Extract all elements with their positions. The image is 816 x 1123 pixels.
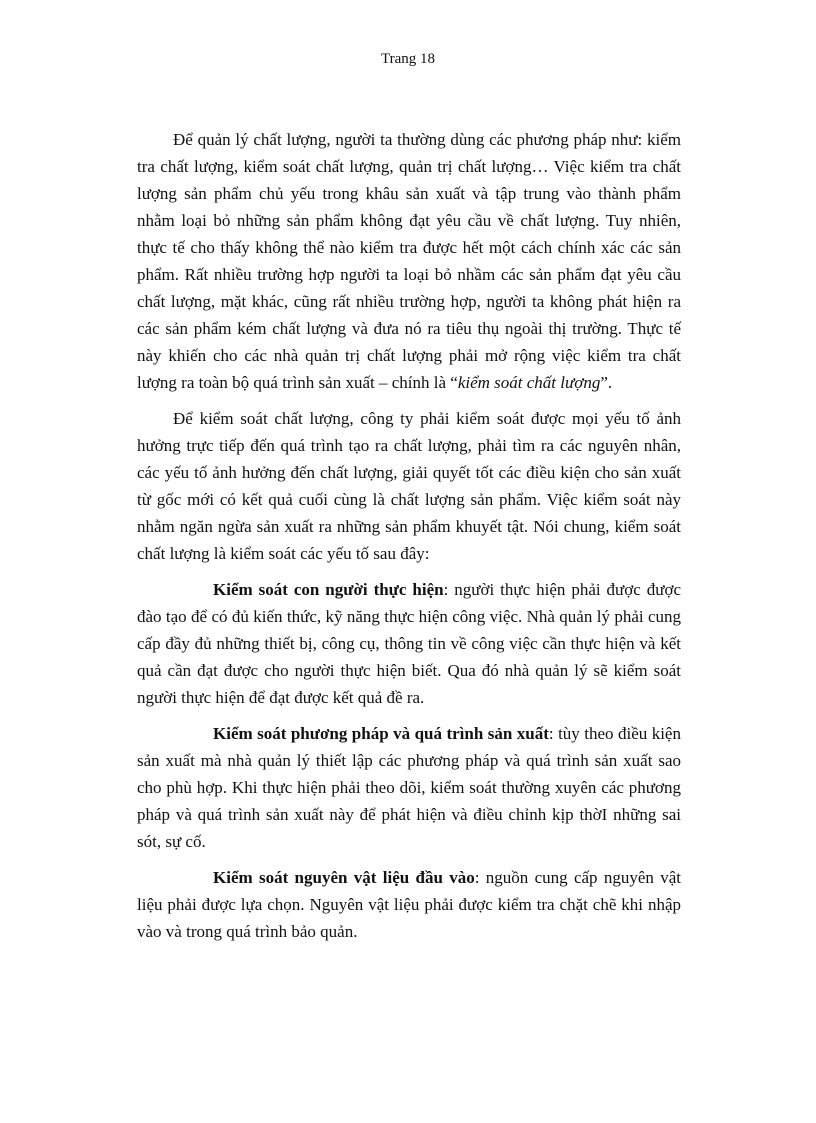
item-title: Kiểm soát con người thực hiện [213,580,444,599]
paragraph-quality-control [137,405,681,567]
paragraph-text: Để kiểm soát chất lượng, công ty phải kiểm soát được mọi yếu tố ảnh hưởng trực tiếp đến quá trình tạo ra chất lượng, phải tìm ra các nguyên nhân, các yếu tố ảnh hưởng đến chất lượng, giải quyết tốt các điều kiện cho sản xuất từ gốc mới có kết quả cuối cùng là chất lượng sản phẩm. Việc kiểm soát này nhằm ngăn ngừa sản xuất ra những sản phẩm khuyết tật. Nói chung, kiểm soát chất lượng là kiểm soát các yếu tố sau đây: [137,409,681,563]
item-title: Kiểm soát phương pháp và quá trình sản xuất [213,724,549,743]
item-method-process-control [137,720,681,855]
item-text: : nguồn cung cấp nguyên vật liệu phải được lựa chọn. Nguyên vật liệu phải được kiểm tra chặt chẽ khi nhập vào và trong quá trình bảo quản. [137,868,681,941]
page-number: Trang 18 [380,51,436,67]
emphasis-quality-control: kiểm soát chất lượng [457,373,601,392]
paragraph-tail: ”. [600,373,613,392]
item-text: : người thực hiện phải được được đào tạo để có đủ kiến thức, kỹ năng thực hiện công việc. Nhà quản lý phải cung cấp đầy đủ những thiết bị, công cụ, thông tin về công việc cần thực hiện và kết quả cần đạt được cho người thực hiện biết. Qua đó nhà quản lý sẽ kiểm soát người thực hiện để đạt được kết quả đề ra. [137,580,682,707]
paragraph-text: Để quản lý chất lượng, người ta thường dùng các phương pháp như: kiểm tra chất lượng, kiểm soát chất lượng, quản trị chất lượng… Việc kiểm tra chất lượng sản phẩm chủ yếu trong khâu sản xuất và tập trung vào thành phẩm nhằm loại bỏ những sản phẩm không đạt yêu cầu về chất lượng. Tuy nhiên, thực tế cho thấy không thể nào kiểm tra được hết một cách chính xác các sản phẩm. Rất nhiều trường hợp người ta loại bỏ nhầm các sản phẩm đạt yêu cầu chất lượng, mặt khác, cũng rất nhiều trường hợp, người ta không phát hiện ra các sản phẩm kém chất lượng và đưa nó ra tiêu thụ ngoài thị trường. Thực tế này khiến cho các nhà quản trị chất lượng phải mở rộng việc kiểm tra chất lượng ra toàn bộ quá trình sản xuất – chính là “ [137,130,681,392]
item-text: : tùy theo điều kiện sản xuất mà nhà quản lý thiết lập các phương pháp và quá trình sản xuất sao cho phù hợp. Khi thực hiện phải theo dõi, kiểm soát thường xuyên các phương pháp và quá trình sản xuất này để phát hiện và điều chỉnh kịp thờI những sai sót, sự cố. [137,724,681,851]
document-body [137,126,681,945]
item-input-material-control [137,864,681,945]
paragraph-quality-management [137,126,681,396]
item-title: Kiểm soát nguyên vật liệu đầu vào [213,868,475,887]
item-people-control [137,576,681,711]
